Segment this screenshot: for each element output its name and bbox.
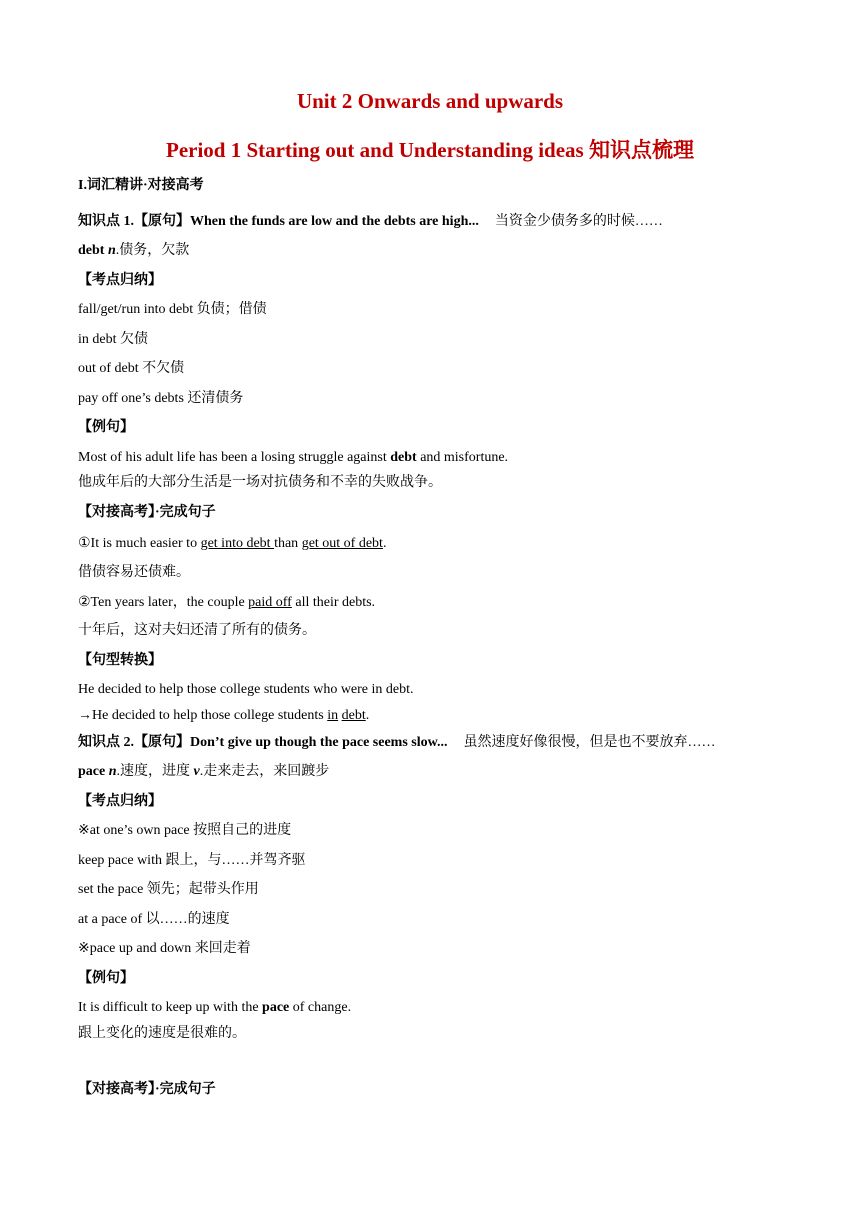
answer-blank: paid off [248, 595, 292, 610]
point2-meaning-2: .走来走去，来回踱步 [199, 764, 330, 779]
point1-question-2 [78, 594, 375, 612]
question-text: . [382, 536, 387, 551]
point1-heading [78, 213, 663, 231]
point2-word: pace [78, 764, 106, 779]
answer-blank: in [327, 708, 339, 723]
question-text: than [274, 536, 302, 551]
point2-definition [78, 763, 329, 781]
point1-source-cn: 当资金少债务多的时候…… [494, 214, 663, 229]
point1-transform-target [78, 707, 369, 725]
phrase-item: at a pace of 以……的速度 [78, 912, 230, 927]
point1-word: debt [78, 243, 105, 258]
point1-source: 知识点 1.【原句】When the funds are low and the debts are high... [78, 214, 479, 229]
point1-example-en [78, 449, 508, 467]
point1-summary-label: 【考点归纳】 [78, 273, 162, 288]
point2-source: 知识点 2.【原句】Don’t give up though the pace seems slow... [78, 735, 448, 750]
question-text: →He decided to help those college students [78, 708, 328, 723]
point2-meaning-1: .速度，进度 [116, 764, 191, 779]
point1-transform-source: He decided to help those college students who were in debt. [78, 682, 414, 697]
point1-transform-label: 【句型转换】 [78, 653, 162, 668]
phrase-item: out of debt 不欠债 [78, 361, 185, 376]
answer-blank: get into debt [200, 536, 275, 551]
section-heading: I.词汇精讲·对接高考 [78, 178, 204, 193]
point1-example-cn: 他成年后的大部分生活是一场对抗债务和不幸的失败战争。 [78, 475, 442, 490]
point2-example-en [78, 999, 351, 1017]
point1-exam-label: 【对接高考】·完成句子 [78, 505, 216, 520]
point2-heading [78, 734, 715, 752]
example-text: Most of his adult life has been a losing struggle against [78, 450, 391, 465]
phrase-item: ※at one’s own pace 按照自己的进度 [78, 823, 292, 838]
example-keyword: pace [262, 1000, 290, 1015]
unit-title: Unit 2 Onwards and upwards [296, 89, 564, 113]
point1-question-1 [78, 535, 386, 553]
point1-question-1-cn: 借债容易还债难。 [78, 565, 190, 580]
phrase-item: pay off one’s debts 还清债务 [78, 391, 244, 406]
point1-definition [78, 242, 189, 260]
phrase-item: ※pace up and down 来回走着 [78, 941, 251, 956]
question-text: . [365, 708, 370, 723]
point2-pos-1: n [108, 764, 117, 779]
point2-exam-label: 【对接高考】·完成句子 [78, 1082, 216, 1097]
point2-example-cn: 跟上变化的速度是很难的。 [78, 1026, 246, 1041]
point2-example-label: 【例句】 [78, 971, 134, 986]
point1-pos: n [107, 243, 116, 258]
example-keyword: debt [390, 450, 417, 465]
phrase-item: set the pace 领先；起带头作用 [78, 882, 259, 897]
phrase-item: keep pace with 跟上，与……并驾齐驱 [78, 853, 306, 868]
period-title: Period 1 Starting out and Understanding ideas 知识点梳理 [166, 138, 694, 162]
point2-summary-label: 【考点归纳】 [78, 794, 162, 809]
point1-meaning: .债务，欠款 [115, 243, 190, 258]
point2-source-cn: 虽然速度好像很慢，但是也不要放弃…… [463, 735, 716, 750]
example-text: and misfortune. [416, 450, 509, 465]
point1-question-2-cn: 十年后，这对夫妇还清了所有的债务。 [78, 623, 316, 638]
question-text: ①It is much easier to [78, 536, 201, 551]
answer-blank: debt [341, 708, 366, 723]
phrase-item: fall/get/run into debt 负债；借债 [78, 302, 267, 317]
answer-blank: get out of debt [301, 536, 383, 551]
example-text: It is difficult to keep up with the [78, 1000, 263, 1015]
question-text: all their debts. [291, 595, 376, 610]
phrase-item: in debt 欠债 [78, 332, 148, 347]
point1-example-label: 【例句】 [78, 420, 134, 435]
example-text: of change. [289, 1000, 352, 1015]
point2-pos-2: v [193, 764, 200, 779]
question-text: ②Ten years later，the couple [78, 595, 249, 610]
